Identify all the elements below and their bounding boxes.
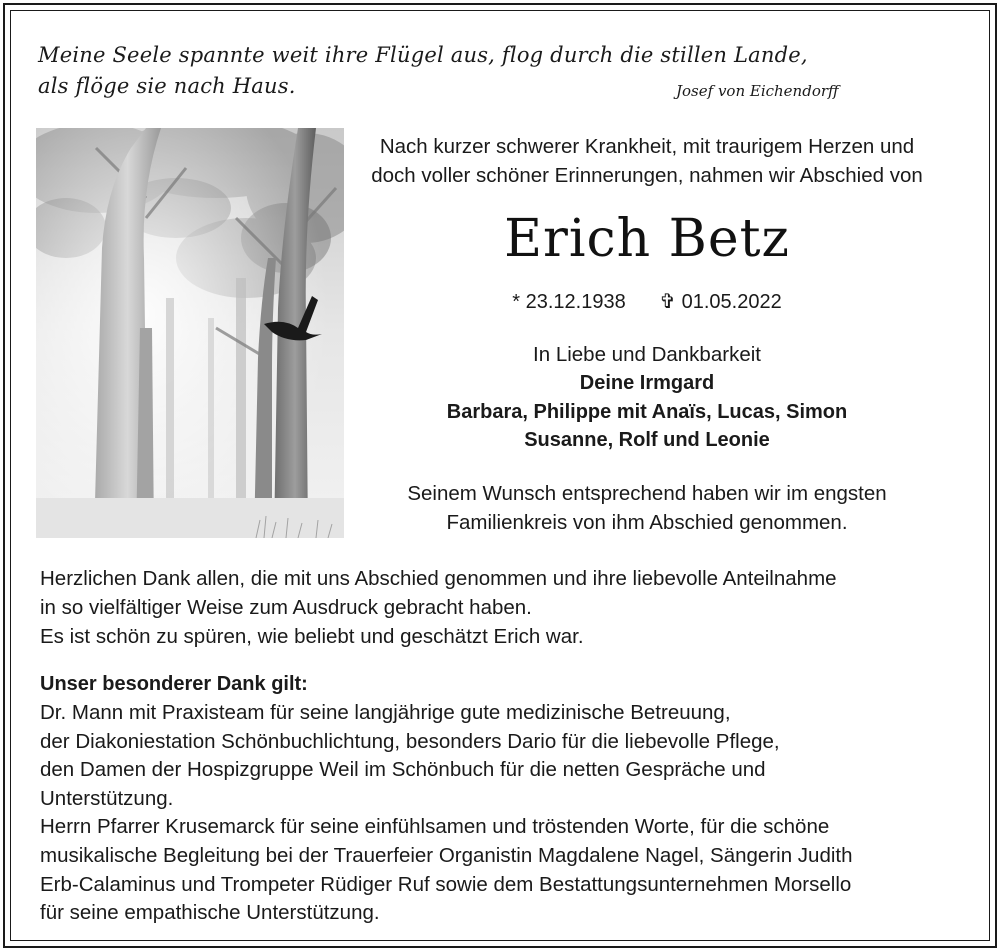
wish-text (342, 479, 952, 537)
thanks-line: in so vielfältiger Weise zum Ausdruck gebracht haben. (40, 595, 532, 619)
poem-author: Josef von Eichendorff (676, 82, 839, 100)
special-thanks-line: den Damen der Hospizgruppe Weil im Schönbuch für die netten Gespräche und (40, 758, 766, 782)
thanks-text (40, 565, 837, 651)
life-dates (342, 288, 952, 316)
mourner-line: Barbara, Philippe mit Anaïs, Lucas, Simon (446, 400, 848, 423)
mourners (342, 369, 952, 455)
mourner-line: Deine Irmgard (579, 372, 715, 394)
intro-line: Nach kurzer schwerer Krankheit, mit traurigem Herzen und (379, 135, 915, 158)
forest-photo (36, 128, 344, 538)
wish-line: Seinem Wunsch entsprechend haben wir im engsten (407, 482, 887, 505)
poem-line: als flöge sie nach Haus. (38, 74, 296, 98)
special-thanks-line: für seine empathische Unterstützung. (40, 901, 380, 925)
birth-date: * 23.12.1938 (512, 291, 626, 313)
deceased-name: Erich Betz (504, 209, 790, 269)
poem-line: Meine Seele spannte weit ihre Flügel aus, flog durch die stillen Lande, (38, 43, 808, 67)
special-thanks-line: Erb-Calaminus und Trompeter Rüdiger Ruf sowie dem Bestattungsunternehmen Morsello (40, 872, 852, 896)
special-thanks-line: Dr. Mann mit Praxisteam für seine langjährige gute medizinische Betreuung, (40, 701, 731, 724)
special-thanks-line: der Diakoniestation Schönbuchlichtung, besonders Dario für die liebevolle Pflege, (40, 729, 780, 753)
special-thanks-line: musikalische Begleitung bei der Trauerfeier Organistin Magdalene Nagel, Sängerin Judith (40, 843, 853, 867)
thanks-line: Herzlichen Dank allen, die mit uns Abschied genommen und ihre liebevolle Anteilnahme (40, 567, 837, 590)
dedication: In Liebe und Dankbarkeit (533, 343, 761, 366)
special-thanks-heading: Unser besonderer Dank gilt: (40, 673, 308, 695)
special-thanks-text (40, 699, 853, 928)
wish-line: Familienkreis von ihm Abschied genommen. (446, 511, 848, 534)
special-thanks-line: Herrn Pfarrer Krusemarck für seine einfühlsamen und tröstenden Worte, für die schöne (40, 815, 830, 839)
intro-line: doch voller schöner Erinnerungen, nahmen wir Abschied von (371, 164, 923, 187)
death-date: ✞ 01.05.2022 (659, 291, 782, 313)
thanks-line: Es ist schön zu spüren, wie beliebt und geschätzt Erich war. (40, 624, 584, 648)
intro-text (342, 132, 952, 190)
mourner-line: Susanne, Rolf und Leonie (524, 429, 770, 451)
special-thanks-line: Unterstützung. (40, 786, 174, 810)
